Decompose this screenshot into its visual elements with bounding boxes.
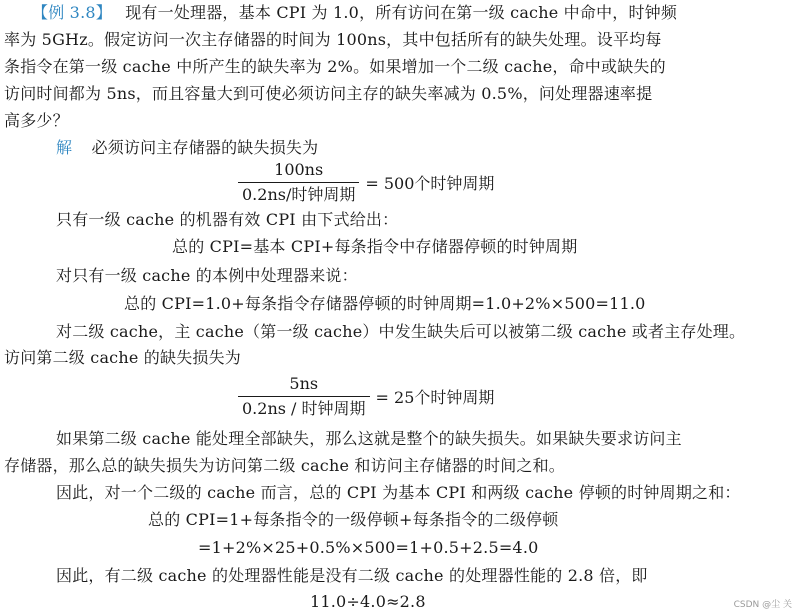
equation-2: 总的 CPI=1.0+每条指令存储器停顿的时钟周期=1.0+2%×500=11.0 [124, 294, 646, 313]
equation-1: 总的 CPI=基本 CPI+每条指令中存储器停顿的时钟周期 [172, 237, 578, 256]
solution-paragraph-1: 只有一级 cache 的机器有效 CPI 由下式给出： [56, 210, 399, 229]
solution-paragraph-2: 对只有一级 cache 的本例中处理器来说： [56, 266, 358, 285]
fraction-main-memory-penalty [238, 160, 494, 205]
solution-paragraph-3b: 访问第二级 cache 的缺失损失为 [4, 348, 242, 367]
solution-intro-line [56, 137, 318, 159]
problem-line-5: 高多少？ [4, 111, 69, 130]
solution-paragraph-4a: 如果第二级 cache 能处理全部缺失，那么这就是整个的缺失损失。如果缺失要求访问主 [56, 429, 682, 448]
fraction-denominator: 0.2ns / 时钟周期 [238, 396, 370, 419]
problem-line-4: 访问时间都为 5ns，而且容量大到可使必须访问主存的缺失率减为 0.5%，问处理器速率提 [4, 84, 653, 103]
problem-line-1 [32, 2, 677, 24]
fraction-result: = 25个时钟周期 [375, 388, 495, 407]
equation-4: =1+2%×25+0.5%×500=1+0.5+2.5=4.0 [198, 538, 539, 557]
fraction-denominator: 0.2ns/时钟周期 [238, 182, 359, 205]
solution-paragraph-3a: 对二级 cache，主 cache（第一级 cache）中发生缺失后可以被第二级 cache 或者主存处理。 [56, 322, 746, 341]
solution-paragraph-6: 因此，有二级 cache 的处理器性能是没有二级 cache 的处理器性能的 2.8 倍，即 [56, 566, 648, 585]
fraction-numerator: 5ns [289, 374, 319, 393]
equation-5: 11.0÷4.0≈2.8 [310, 592, 426, 611]
solution-paragraph-4b: 存储器，那么总的缺失损失为访问第二级 cache 和访问主存储器的时间之和。 [4, 456, 566, 475]
fraction-result: = 500个时钟周期 [365, 174, 495, 193]
problem-line-2: 率为 5GHz。假定访问一次主存储器的时间为 100ns，其中包括所有的缺失处理。设平均每 [4, 30, 662, 49]
fraction-numerator: 100ns [274, 160, 324, 179]
problem-line-3: 条指令在第一级 cache 中所产生的缺失率为 2%。如果增加一个二级 cache，命中或缺失的 [4, 57, 666, 76]
problem-text-1: 现有一处理器，基本 CPI 为 1.0，所有访问在第一级 cache 中命中，时钟频 [125, 3, 678, 22]
equation-3: 总的 CPI=1+每条指令的一级停顿+每条指令的二级停顿 [148, 510, 559, 529]
example-label: 【例 3.8】 [32, 3, 112, 22]
solution-label: 解 [56, 138, 73, 157]
watermark: CSDN @尘 关 [733, 600, 792, 610]
fraction-l2-penalty [238, 374, 494, 419]
solution-intro: 必须访问主存储器的缺失损失为 [91, 138, 319, 157]
solution-paragraph-5: 因此，对一个二级的 cache 而言，总的 CPI 为基本 CPI 和两级 cache 停顿的时钟周期之和： [56, 483, 741, 502]
